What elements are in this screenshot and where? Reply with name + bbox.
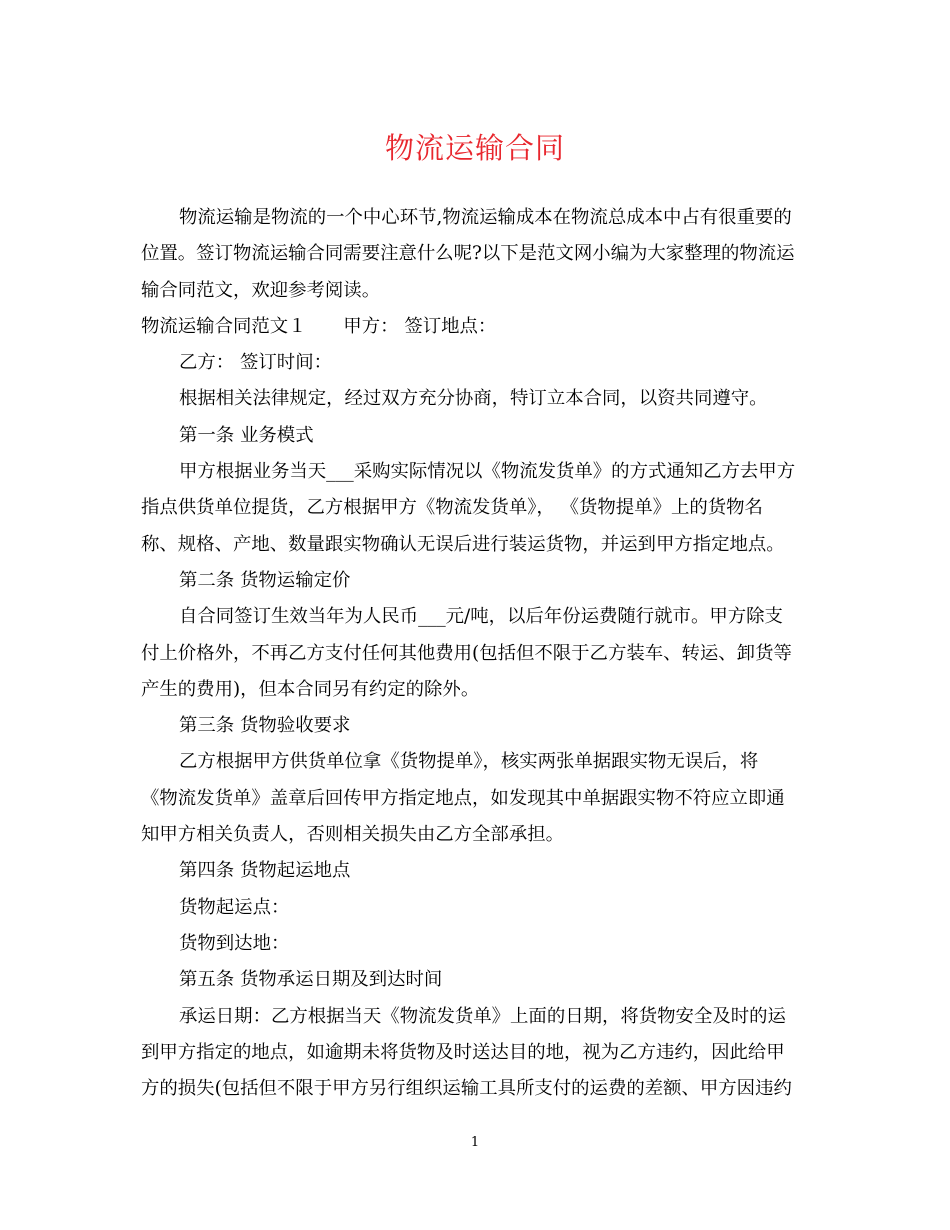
body-line: 乙方根据甲方供货单位拿《货物提单》，核实两张单据跟实物无误后，将 bbox=[179, 751, 759, 773]
body-line: 知甲方相关负责人，否则相关损失由乙方全部承担。 bbox=[141, 824, 564, 846]
body-line: 货物到达地： bbox=[179, 932, 290, 954]
body-line: 指点供货单位提货，乙方根据甲方《物流发货单》， 《货物提单》上的货物名 bbox=[141, 497, 763, 519]
body-line: 产生的费用)，但本合同另有约定的除外。 bbox=[141, 678, 480, 700]
body-line: 到甲方指定的地点，如逾期未将货物及时送达目的地，视为乙方违约，因此给甲 bbox=[141, 1041, 785, 1063]
document-body bbox=[141, 200, 821, 1107]
body-line: 承运日期：乙方根据当天《物流发货单》上面的日期，将货物安全及时的运 bbox=[179, 1005, 786, 1027]
body-line: 称、规格、产地、数量跟实物确认无误后进行装运货物，并运到甲方指定地点。 bbox=[141, 533, 785, 555]
body-line: 方的损失(包括但不限于甲方另行组织运输工具所支付的运费的差额、甲方因违约 bbox=[141, 1078, 792, 1100]
body-line: 第一条 业务模式 bbox=[179, 424, 314, 446]
body-line: 第二条 货物运输定价 bbox=[179, 569, 351, 591]
body-line: 根据相关法律规定，经过双方充分协商，特订立本合同，以资共同遵守。 bbox=[179, 388, 768, 410]
body-line: 《物流发货单》盖章后回传甲方指定地点，如发现其中单据跟实物不符应立即通 bbox=[141, 787, 785, 809]
body-line: 自合同签订生效当年为人民币___元/吨，以后年份运费随行就市。甲方除支 bbox=[179, 606, 783, 628]
body-line: 物流运输合同范文１ 甲方： 签订地点： bbox=[141, 315, 497, 337]
body-line: 乙方： 签订时间： bbox=[179, 352, 332, 374]
page-number: 1 bbox=[470, 1135, 480, 1150]
body-line: 输合同范文，欢迎参考阅读。 bbox=[141, 279, 381, 301]
body-line: 第四条 货物起运地点 bbox=[179, 860, 351, 882]
body-line: 甲方根据业务当天___采购实际情况以《物流发货单》的方式通知乙方去甲方 bbox=[179, 461, 796, 483]
body-line: 第三条 货物验收要求 bbox=[179, 715, 351, 737]
body-line: 付上价格外，不再乙方支付任何其他费用(包括但不限于乙方装车、转运、卸货等 bbox=[141, 642, 792, 664]
document-title: 物流运输合同 bbox=[384, 131, 565, 165]
body-line: 物流运输是物流的一个中心环节,物流运输成本在物流总成本中占有很重要的 bbox=[179, 207, 792, 228]
body-line: 货物起运点： bbox=[179, 896, 290, 918]
body-line: 第五条 货物承运日期及到达时间 bbox=[179, 969, 443, 991]
body-line: 位置。签订物流运输合同需要注意什么呢?以下是范文网小编为大家整理的物流运 bbox=[141, 243, 795, 265]
